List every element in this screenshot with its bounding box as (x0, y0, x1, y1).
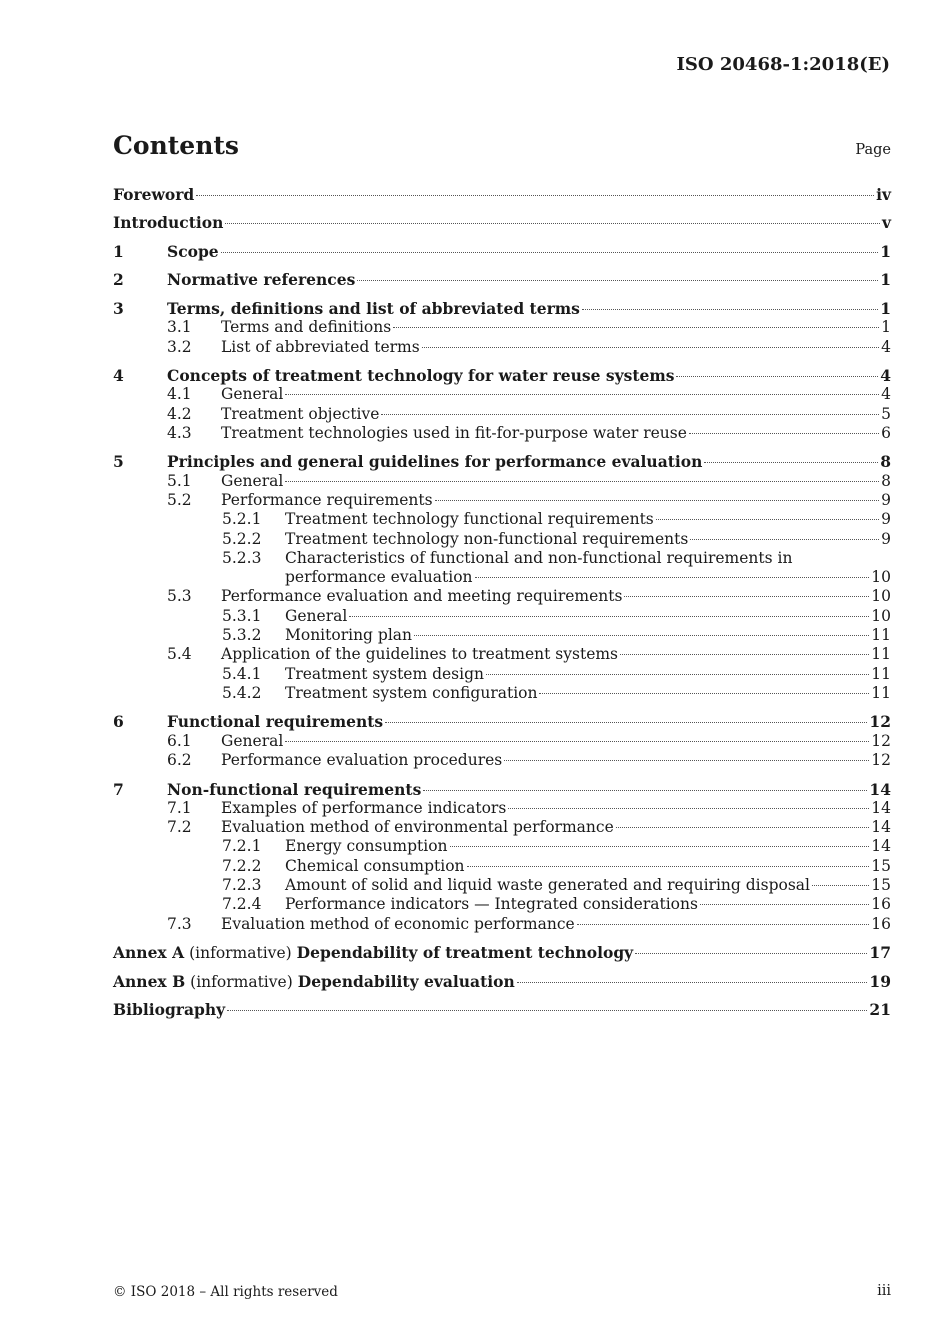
toc-entry-title: Energy consumption (285, 837, 448, 856)
dot-leader (475, 577, 870, 578)
toc-entry-page: 12 (871, 751, 891, 770)
dot-leader (486, 674, 869, 675)
toc-entry[interactable] (113, 915, 891, 934)
toc-entry-page: 14 (871, 837, 891, 856)
toc-entry-title: Performance evaluation and meeting requirements (221, 587, 623, 606)
toc-entry-number: 1 (113, 241, 124, 261)
toc-entry[interactable] (113, 799, 891, 818)
dot-leader (517, 982, 868, 983)
toc-entry-number: 5 (113, 452, 124, 472)
toc-entry-number: 5.2 (167, 490, 192, 509)
toc-entry[interactable] (113, 385, 891, 404)
toc-entry-title: Performance requirements (221, 490, 433, 509)
toc-entry-title: Terms and definitions (221, 318, 392, 337)
toc-entry-title: Treatment technologies used in fit-for-purpose water reuse (221, 423, 687, 442)
toc-entry-title: Bibliography (113, 1000, 226, 1020)
toc-entry-page: 14 (871, 818, 891, 837)
toc-entry-title: Treatment technology non-functional requirements (285, 529, 689, 548)
toc-entry-number: 7.3 (167, 914, 192, 933)
toc-entry[interactable] (113, 318, 891, 337)
toc-entry-page: 8 (880, 452, 891, 472)
toc-entry-title: Normative references (167, 270, 356, 290)
toc-entry[interactable] (113, 510, 891, 529)
toc-entry-page: 9 (881, 510, 891, 529)
toc-entry-title: Concepts of treatment technology for water reuse systems (167, 366, 675, 386)
toc-entry-number: 7.2.2 (222, 856, 262, 875)
annex-title: Dependability evaluation (297, 971, 515, 991)
dot-leader (635, 953, 867, 954)
toc-entry-page: 12 (869, 712, 891, 732)
toc-entry[interactable] (113, 626, 891, 645)
dot-leader (690, 539, 879, 540)
toc-entry-number: 4.1 (167, 385, 192, 404)
toc-entry-page: 1 (880, 298, 891, 318)
dot-leader (196, 195, 874, 196)
toc-entry-title: General (221, 385, 284, 404)
toc-entry-title: Functional requirements (167, 712, 384, 732)
toc-entry-page: 14 (869, 779, 891, 799)
toc-entry-title: Terms, definitions and list of abbreviated terms (167, 298, 580, 318)
toc-entry-title: General (221, 731, 284, 750)
toc-entry-title: Performance indicators — Integrated considerations (285, 895, 698, 914)
toc-entry-title: Evaluation method of environmental performance (221, 818, 614, 837)
toc-entry-page: 16 (871, 914, 891, 933)
annex-type: (informative) (189, 944, 292, 963)
toc-bibliography-entry[interactable] (113, 1000, 891, 1019)
toc-entry[interactable] (113, 366, 891, 385)
dot-leader (582, 309, 878, 310)
dot-leader (381, 414, 879, 415)
dot-leader (616, 827, 870, 828)
dot-leader (393, 327, 879, 328)
page-number: iii (877, 1283, 891, 1299)
dot-leader (285, 394, 879, 395)
dot-leader (227, 1010, 867, 1011)
toc-entry-page: 9 (881, 490, 891, 509)
toc-entry[interactable] (113, 607, 891, 626)
toc-entry-page: 10 (871, 587, 891, 606)
toc-entry-number: 5.3.2 (222, 626, 262, 645)
toc-entry[interactable] (113, 645, 891, 664)
toc-entry-number: 5.4 (167, 645, 192, 664)
toc-entry-page: 4 (881, 385, 891, 404)
toc-entry[interactable] (113, 213, 891, 232)
dot-leader (704, 462, 878, 463)
toc-entry-title: performance evaluation (285, 568, 473, 587)
toc-entry-number: 7.2.3 (222, 876, 262, 894)
toc-entry-continuation[interactable] (113, 568, 891, 587)
toc-entry-page: 11 (871, 626, 891, 645)
toc-entry-page: 5 (881, 404, 891, 423)
toc-entry[interactable] (113, 424, 891, 443)
dot-leader (422, 347, 879, 348)
toc-entry-page: 15 (871, 856, 891, 875)
toc-entry-number: 5.4.2 (222, 683, 262, 702)
dot-leader (812, 885, 869, 886)
toc-entry[interactable] (113, 587, 891, 606)
dot-leader (285, 741, 869, 742)
toc-entry-number: 4.3 (167, 423, 192, 442)
dot-leader (467, 866, 870, 867)
toc-entry-title: Foreword (113, 185, 195, 204)
toc-annex-entry[interactable] (113, 943, 891, 962)
toc-entry-page: 4 (880, 366, 891, 386)
toc-entry-number: 7.2.1 (222, 837, 262, 856)
toc-entry[interactable] (113, 665, 891, 684)
toc-entry-title: Characteristics of functional and non-functional requirements in (285, 548, 793, 567)
toc-entry[interactable] (113, 185, 891, 204)
toc-entry-page: 15 (871, 876, 891, 894)
dot-leader (700, 904, 869, 905)
toc-entry-page: 16 (871, 895, 891, 914)
dot-leader (225, 223, 880, 224)
toc-entry[interactable] (113, 452, 891, 471)
toc-entry-title: Non-functional requirements (167, 779, 422, 799)
toc-entry-page: 11 (871, 645, 891, 664)
toc-entry-title: Treatment objective (221, 404, 380, 423)
toc-entry[interactable] (113, 857, 891, 876)
toc-entry-page: 10 (871, 606, 891, 625)
dot-leader (357, 280, 878, 281)
toc-entry-number: 6 (113, 712, 124, 732)
toc-entry[interactable] (113, 242, 891, 261)
dot-leader (221, 252, 879, 253)
dot-leader (349, 616, 869, 617)
toc-entry[interactable] (113, 405, 891, 424)
toc-entry-number: 2 (113, 270, 124, 290)
toc-entry-page: 14 (871, 798, 891, 817)
toc-entry-number: 5.3.1 (222, 606, 262, 625)
toc-entry-page: 10 (871, 568, 891, 587)
dot-leader (423, 790, 867, 791)
toc-entry-title: Monitoring plan (285, 626, 413, 645)
dot-leader (508, 808, 869, 809)
toc-annex-entry[interactable] (113, 972, 891, 991)
toc-entry[interactable] (113, 818, 891, 837)
toc-entry-number: 7.2.4 (222, 895, 262, 914)
toc-entry-number: 4 (113, 366, 124, 386)
toc-entry-page: 8 (881, 471, 891, 490)
toc-entry-page: v (881, 213, 891, 233)
toc-entry[interactable] (113, 684, 891, 703)
dot-leader (624, 596, 869, 597)
toc-entry-page: 9 (881, 529, 891, 548)
toc-entry-page: 1 (880, 241, 891, 261)
toc-entry-title: General (285, 606, 348, 625)
toc-entry[interactable] (113, 780, 891, 799)
toc-entry-title: Performance evaluation procedures (221, 751, 503, 770)
annex-title: Dependability of treatment technology (296, 943, 634, 963)
toc-entry-page: 11 (871, 683, 891, 702)
toc-entry[interactable] (113, 472, 891, 491)
annex-type: (informative) (190, 972, 293, 991)
toc-entry-number: 5.2.2 (222, 529, 262, 548)
toc-entry[interactable] (113, 837, 891, 856)
toc-entry[interactable] (113, 549, 891, 568)
dot-leader (414, 635, 869, 636)
toc-entry-page: 4 (881, 337, 891, 356)
toc-entry-title: Application of the guidelines to treatment systems (221, 645, 619, 664)
toc-entry-title: General (221, 471, 284, 490)
toc-entry-number: 5.3 (167, 587, 192, 606)
toc-entry-title: Introduction (113, 213, 224, 233)
toc-entry-title: Treatment technology functional requirements (285, 510, 654, 529)
toc-entry-page: 1 (880, 270, 891, 290)
dot-leader (385, 722, 867, 723)
toc-entry[interactable] (113, 895, 891, 914)
toc-entry[interactable] (113, 338, 891, 357)
toc-entry-number: 5.4.1 (222, 664, 262, 683)
toc-entry[interactable] (113, 876, 891, 895)
toc-entry-title: Scope (167, 241, 219, 261)
annex-label: Annex A (113, 943, 185, 963)
toc-entry-title: Chemical consumption (285, 856, 465, 875)
dot-leader (504, 760, 869, 761)
page-column-label: Page (855, 142, 891, 158)
toc-entry[interactable] (113, 299, 891, 318)
toc-entry[interactable] (113, 270, 891, 289)
dot-leader (285, 481, 879, 482)
toc-entry-page: 11 (871, 664, 891, 683)
toc-entry-number: 5.1 (167, 471, 192, 490)
toc-entry-title: List of abbreviated terms (221, 337, 420, 356)
toc-entry-title: Treatment system configuration (285, 683, 538, 702)
toc-entry-number: 3.2 (167, 337, 192, 356)
toc-entry-title: Principles and general guidelines for performance evaluation (167, 452, 703, 472)
dot-leader (620, 654, 869, 655)
toc-entry-number: 7 (113, 779, 124, 799)
toc-entry-number: 3 (113, 298, 124, 318)
toc-entry[interactable] (113, 712, 891, 731)
toc-entry-number: 4.2 (167, 404, 192, 423)
document-id: ISO 20468-1:2018(E) (676, 54, 890, 75)
copyright-notice: © ISO 2018 – All rights reserved (113, 1284, 338, 1300)
toc-entry-number: 6.1 (167, 731, 192, 750)
toc-entry-title: Evaluation method of economic performance (221, 914, 575, 933)
toc-entry-title: Treatment system design (285, 664, 485, 683)
toc-entry-title: Amount of solid and liquid waste generated and requiring disposal (285, 876, 810, 894)
toc-title: Contents (113, 131, 240, 160)
toc-entry-page: 12 (871, 731, 891, 750)
toc-entry-page: 6 (881, 423, 891, 442)
toc-entry-page: iv (876, 185, 891, 204)
toc-entry-number: 5.2.3 (222, 548, 262, 567)
toc-entry-page: 17 (869, 943, 891, 963)
dot-leader (577, 924, 870, 925)
dot-leader (450, 846, 870, 847)
toc-entry-number: 7.1 (167, 798, 192, 817)
toc-entry-title: Examples of performance indicators (221, 798, 507, 817)
toc-entry-page: 1 (881, 318, 891, 337)
dot-leader (539, 693, 869, 694)
toc-entry[interactable] (113, 732, 891, 751)
dot-leader (689, 433, 879, 434)
toc-entry[interactable] (113, 491, 891, 510)
toc-entry-number: 5.2.1 (222, 510, 262, 529)
toc-entry-page: 21 (869, 1000, 891, 1020)
dot-leader (656, 519, 879, 520)
toc-entry-number: 6.2 (167, 751, 192, 770)
toc-entry[interactable] (113, 530, 891, 549)
dot-leader (676, 376, 878, 377)
annex-label: Annex B (113, 971, 186, 991)
toc-entry-number: 3.1 (167, 318, 192, 337)
toc-entry-page: 19 (869, 971, 891, 991)
toc-entry[interactable] (113, 751, 891, 770)
table-of-contents (113, 185, 891, 1019)
dot-leader (435, 500, 880, 501)
toc-entry-number: 7.2 (167, 818, 192, 837)
